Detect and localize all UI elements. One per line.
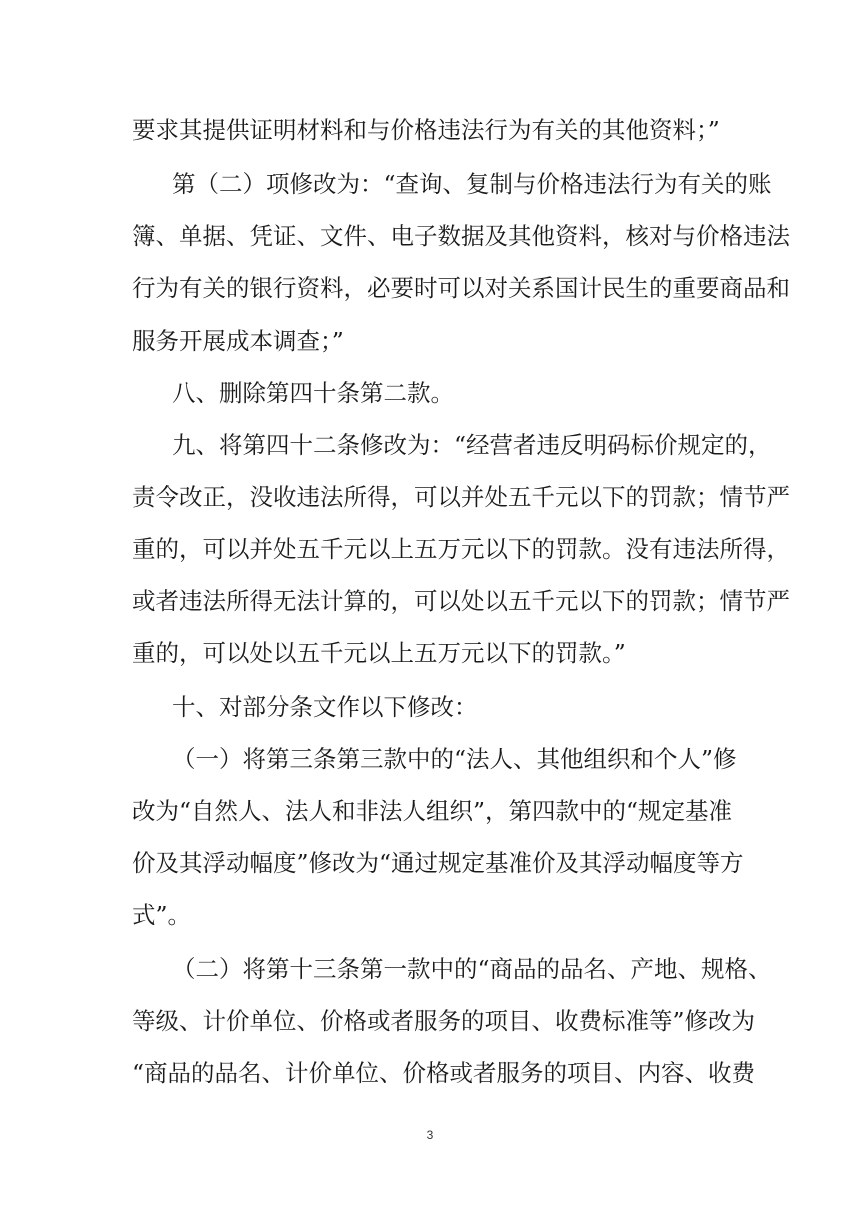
text-line: （一）将第三条第三款中的“法人、其他组织和个人”修	[172, 745, 737, 773]
text-line: 等级、计价单位、价格或者服务的项目、收费标准等”修改为	[132, 1007, 756, 1035]
text-line: 服务开展成本调查；”	[132, 327, 344, 355]
text-line: 改为“自然人、法人和非法人组织”，第四款中的“规定基准	[132, 797, 733, 825]
text-line: 九、将第四十二条修改为：“经营者违反明码标价规定的，	[172, 431, 772, 459]
text-line: 簿、单据、凭证、文件、电子数据及其他资料，核对与价格违法	[132, 222, 790, 250]
text-line: “商品的品名、计价单位、价格或者服务的项目、内容、收费	[132, 1059, 756, 1087]
page-number: 3	[426, 1128, 434, 1142]
text-line: 式”。	[132, 901, 192, 929]
text-line: （二）将第十三条第一款中的“商品的品名、产地、规格、	[172, 955, 772, 983]
text-line: 或者违法所得无法计算的，可以处以五千元以下的罚款；情节严	[132, 587, 790, 615]
text-line: 要求其提供证明材料和与价格违法行为有关的其他资料；”	[132, 116, 720, 144]
text-line: 重的，可以并处五千元以上五万元以下的罚款。没有违法所得，	[132, 535, 790, 563]
text-line: 十、对部分条文作以下修改：	[172, 693, 478, 721]
text-line: 行为有关的银行资料，必要时可以对关系国计民生的重要商品和	[132, 274, 790, 302]
text-line: 八、删除第四十条第二款。	[172, 379, 454, 407]
text-line: 重的，可以处以五千元以上五万元以下的罚款。”	[132, 639, 626, 667]
text-line: 责令改正，没收违法所得，可以并处五千元以下的罚款；情节严	[132, 483, 790, 511]
text-line: 价及其浮动幅度”修改为“通过规定基准价及其浮动幅度等方	[132, 849, 744, 877]
text-line: 第（二）项修改为：“查询、复制与价格违法行为有关的账	[172, 170, 772, 198]
